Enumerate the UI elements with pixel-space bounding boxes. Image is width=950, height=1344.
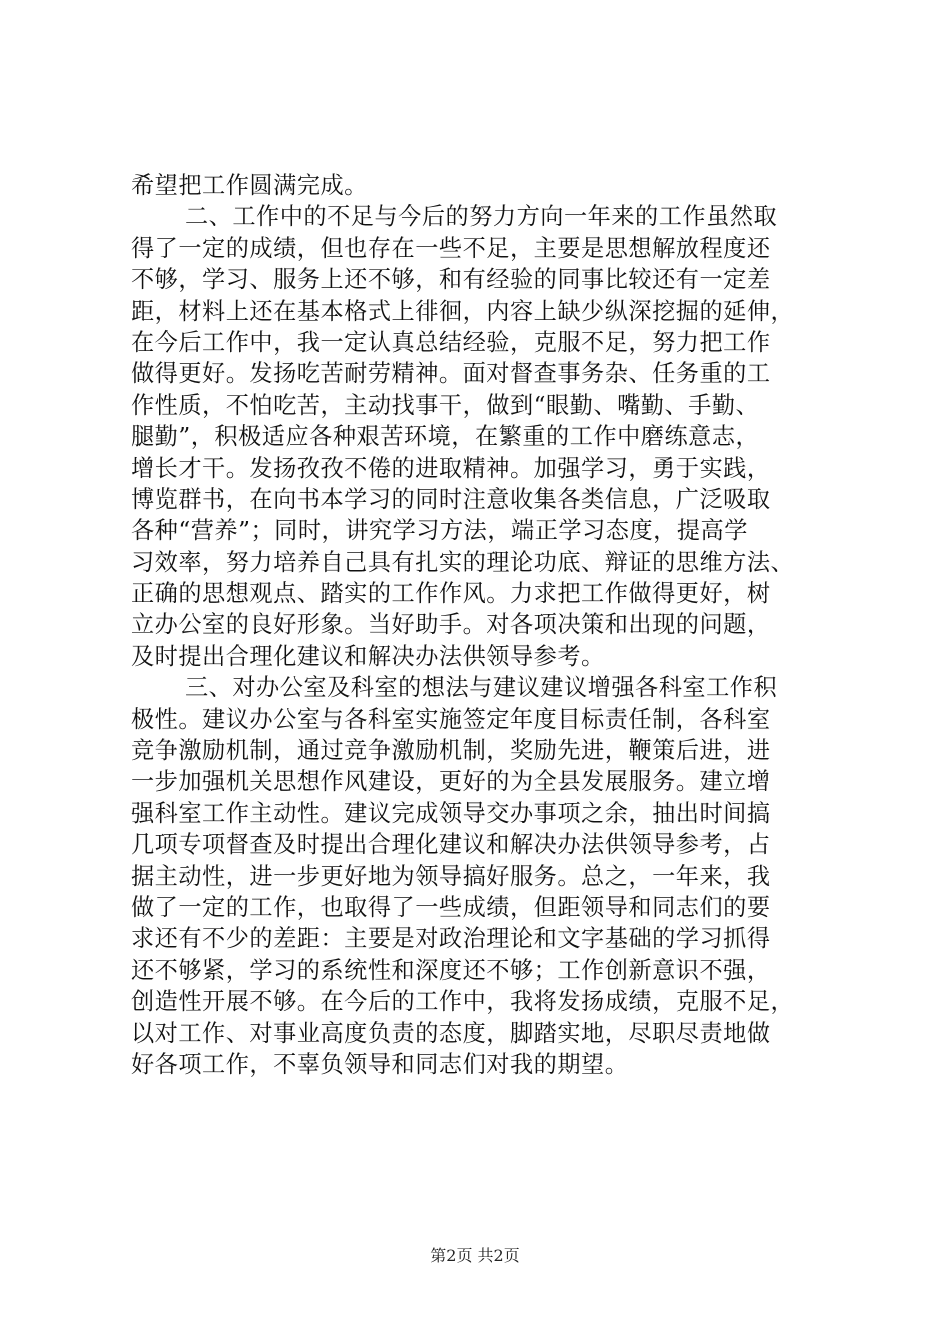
text-line: 不够，学习、服务上还不够，和有经验的同事比较还有一定差: [131, 266, 771, 294]
text-line: 几项专项督查及时提出合理化建议和解决办法供领导参考，占: [131, 831, 771, 859]
text-line: 及时提出合理化建议和解决办法供领导参考。: [131, 642, 605, 670]
text-line: 二、工作中的不足与今后的努力方向一年来的工作虽然取: [185, 203, 778, 231]
text-line: 一步加强机关思想作风建设，更好的为全县发展服务。建立增: [131, 768, 771, 796]
text-line: 创造性开展不够。在今后的工作中，我将发扬成绩，克服不足，: [131, 988, 795, 1016]
text-line: 腿勤”，积极适应各种艰苦环境，在繁重的工作中磨练意志，: [131, 423, 760, 451]
text-line: 增长才干。发扬孜孜不倦的进取精神。加强学习，勇于实践，: [131, 454, 771, 482]
text-line: 据主动性，进一步更好地为领导搞好服务。总之，一年来，我: [131, 862, 771, 890]
text-line: 极性。建议办公室与各科室实施签定年度目标责任制，各科室: [131, 705, 771, 733]
text-line: 三、对办公室及科室的想法与建议建议增强各科室工作积: [185, 674, 778, 702]
document-body: [131, 170, 831, 1080]
text-line: 距，材料上还在基本格式上徘徊，内容上缺少纵深挖掘的延伸，: [131, 297, 795, 325]
text-line: 作性质，不怕吃苦，主动找事干，做到“眼勤、嘴勤、手勤、: [131, 391, 760, 419]
text-line: 希望把工作圆满完成。: [131, 172, 368, 199]
text-line: 还不够紧，学习的系统性和深度还不够；工作创新意识不强，: [131, 956, 771, 984]
text-line: 各种“营养”；同时，讲究学习方法，端正学习态度，提高学: [131, 517, 748, 545]
text-line: 得了一定的成绩，但也存在一些不足，主要是思想解放程度还: [131, 234, 771, 262]
text-line: 竞争激励机制，通过竞争激励机制，奖励先进，鞭策后进，进: [131, 737, 771, 765]
text-line: 强科室工作主动性。建议完成领导交办事项之余，抽出时间搞: [131, 799, 771, 827]
text-line: 好各项工作，不辜负领导和同志们对我的期望。: [131, 1050, 629, 1078]
text-line: 做得更好。发扬吃苦耐劳精神。面对督查事务杂、任务重的工: [131, 360, 771, 388]
text-line: 以对工作、对事业高度负责的态度，脚踏实地，尽职尽责地做: [131, 1019, 771, 1047]
text-line: 正确的思想观点、踏实的工作作风。力求把工作做得更好，树: [131, 580, 771, 608]
text-line: 立办公室的良好形象。当好助手。对各项决策和出现的问题，: [131, 611, 771, 639]
text-line: 做了一定的工作，也取得了一些成绩，但距领导和同志们的要: [131, 893, 771, 921]
text-line: 习效率，努力培养自己具有扎实的理论功底、辩证的思维方法、: [131, 548, 795, 576]
text-line: 求还有不少的差距：主要是对政治理论和文字基础的学习抓得: [131, 925, 771, 953]
page-footer: 第2页 共2页: [430, 1246, 520, 1265]
text-line: 在今后工作中，我一定认真总结经验，克服不足，努力把工作: [131, 328, 771, 356]
text-line: 博览群书，在向书本学习的同时注意收集各类信息，广泛吸取: [131, 485, 771, 513]
